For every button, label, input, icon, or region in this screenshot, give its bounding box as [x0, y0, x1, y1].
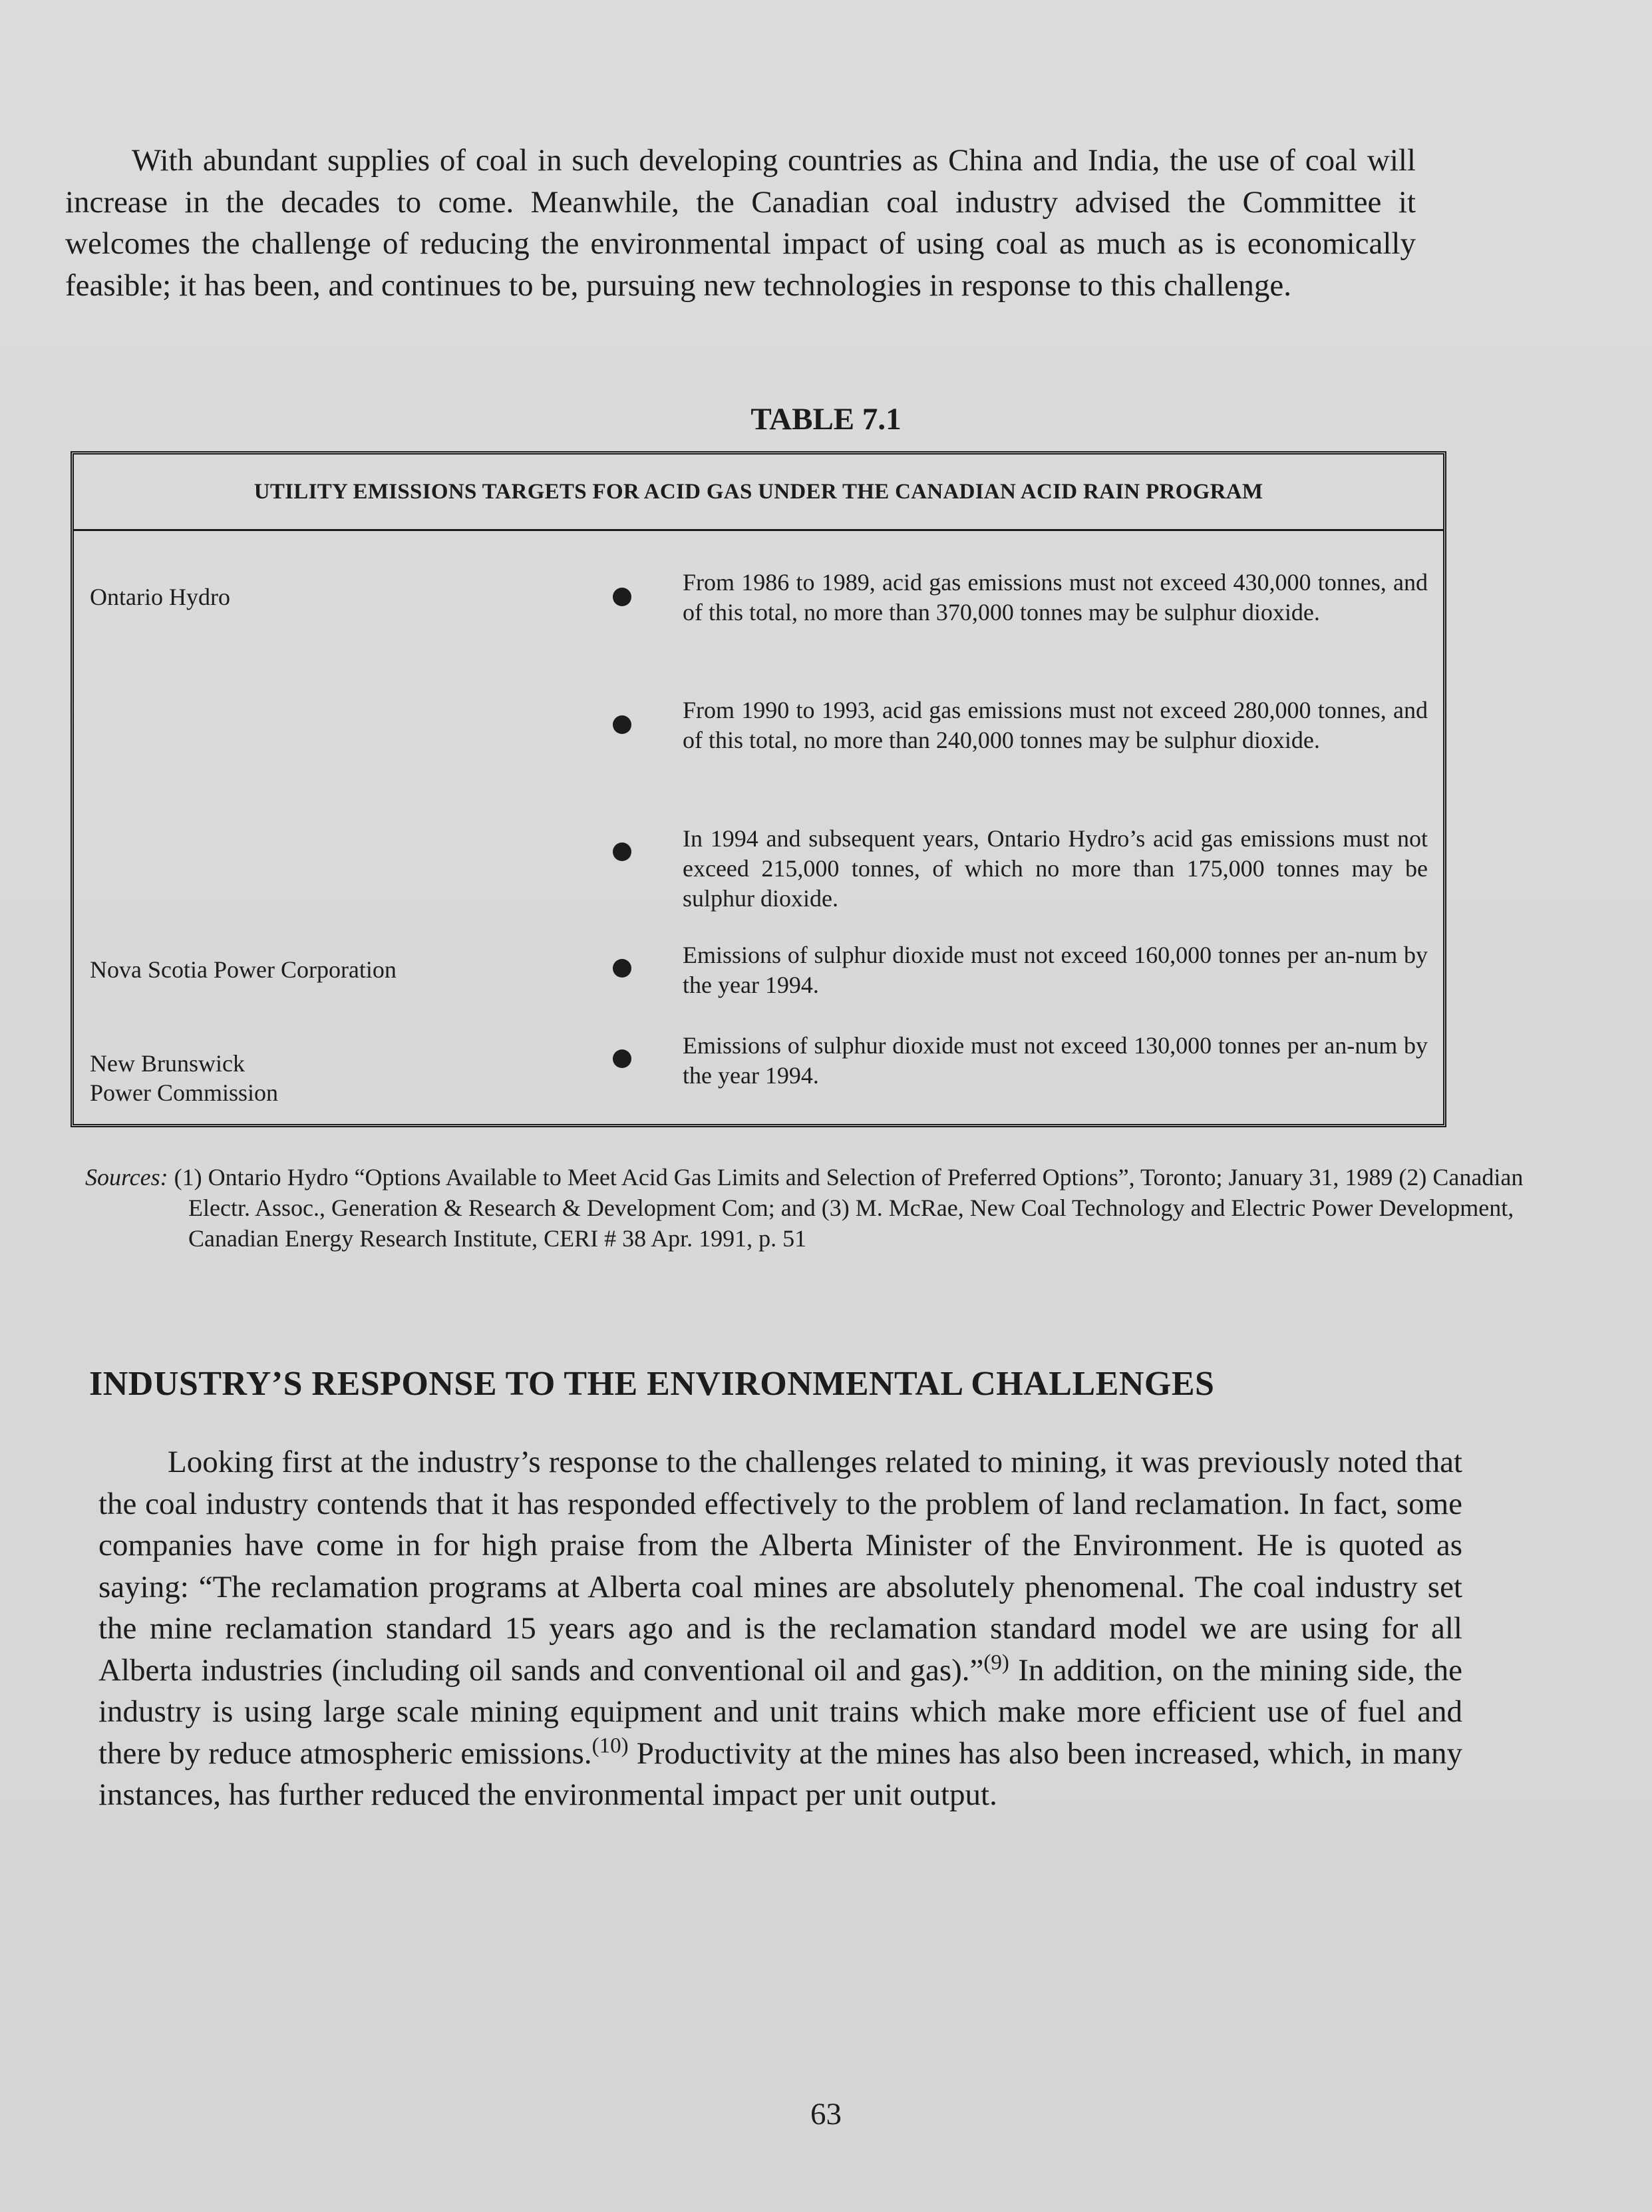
body-text-part1: Looking first at the industry’s response to the challenges related to mining, it was previously noted that the coal industry contends that it has responded effectively to the problem of land reclamation. In fact, some companies have come in for high praise from the Alberta Minister of the Environment. He is quoted as saying: “The reclamation programs at Alberta coal mines are absolutely phenomenal. The coal industry set the mine reclamation standard 15 years ago and is the reclamation standard model we are using for all Alberta industries (including oil sands and conventional oil and gas).”	[98, 1445, 1462, 1688]
table-header: UTILITY EMISSIONS TARGETS FOR ACID GAS UNDER THE CANADIAN ACID RAIN PROGRAM	[74, 455, 1443, 531]
footnote-ref-10: (10)	[591, 1733, 629, 1757]
table-title: TABLE 7.1	[750, 402, 902, 437]
bullet-icon	[613, 588, 631, 606]
intro-paragraph: With abundant supplies of coal in such developing countries as China and India, the use of coal will increase in the decades to come. Meanwhile, the Canadian coal industry advised the Committee it welcomes the challenge of reducing the environmental impact of using coal as much as is economically feasible; it has been, and continues to be, pursuing new technologies in response to this challenge.	[65, 143, 1416, 303]
target-item-5: Emissions of sulphur dioxide must not exceed 130,000 tonnes per an-num by the year 1994.	[683, 1032, 1428, 1089]
target-item-2: From 1990 to 1993, acid gas emissions must not exceed 280,000 tonnes, and of this total, no more than 240,000 tonnes may be sulphur dioxide.	[683, 697, 1428, 753]
body-text-part2: In addition, on the mining side, the industry is using large scale mining equipment and unit trains which make more efficient use of fuel and there by reduce atmospheric emissions.	[98, 1652, 1462, 1771]
bullet-icon	[613, 715, 631, 734]
target-item-4: Emissions of sulphur dioxide must not exceed 160,000 tonnes per an-num by the year 1994.	[683, 942, 1428, 998]
emissions-targets-table	[71, 451, 1446, 1127]
sources-note	[85, 1162, 1552, 1254]
body-paragraph	[98, 1441, 1462, 1816]
footnote-ref-9: (9)	[983, 1650, 1009, 1674]
sources-text: (1) Ontario Hydro “Options Available to Meet Acid Gas Limits and Selection of Preferred Options”, Toronto; January 31, 1989 (2) Canadian Electr. Assoc., Generation & Research & Development Com; and (3) M. McRae, New Coal Technology and Electric Power Development, Canadian Energy Research Institute, CERI # 38 Apr. 1991, p. 51	[174, 1164, 1524, 1252]
body-text-part3: Productivity at the mines has also been increased, which, in many instances, has further reduced the environmental impact per unit output.	[98, 1736, 1462, 1812]
org-new-brunswick-line2: Power Commission	[90, 1079, 279, 1106]
bullet-icon	[613, 1049, 631, 1068]
target-item-1: From 1986 to 1989, acid gas emissions must not exceed 430,000 tonnes, and of this total, no more than 370,000 tonnes may be sulphur dioxide.	[683, 569, 1428, 626]
sources-label: Sources:	[85, 1164, 168, 1191]
bullet-icon	[613, 842, 631, 861]
org-ontario-hydro: Ontario Hydro	[90, 584, 230, 610]
page-number: 63	[810, 2097, 842, 2131]
org-nova-scotia-power: Nova Scotia Power Corporation	[90, 956, 397, 983]
org-new-brunswick-line1: New Brunswick	[90, 1050, 245, 1077]
bullet-icon	[613, 959, 631, 978]
section-heading: INDUSTRY’S RESPONSE TO THE ENVIRONMENTAL CHALLENGES	[89, 1365, 1215, 1403]
target-item-3: In 1994 and subsequent years, Ontario Hydro’s acid gas emissions must not exceed 215,000 tonnes, of which no more than 175,000 tonnes may be sulphur dioxide.	[683, 825, 1428, 912]
